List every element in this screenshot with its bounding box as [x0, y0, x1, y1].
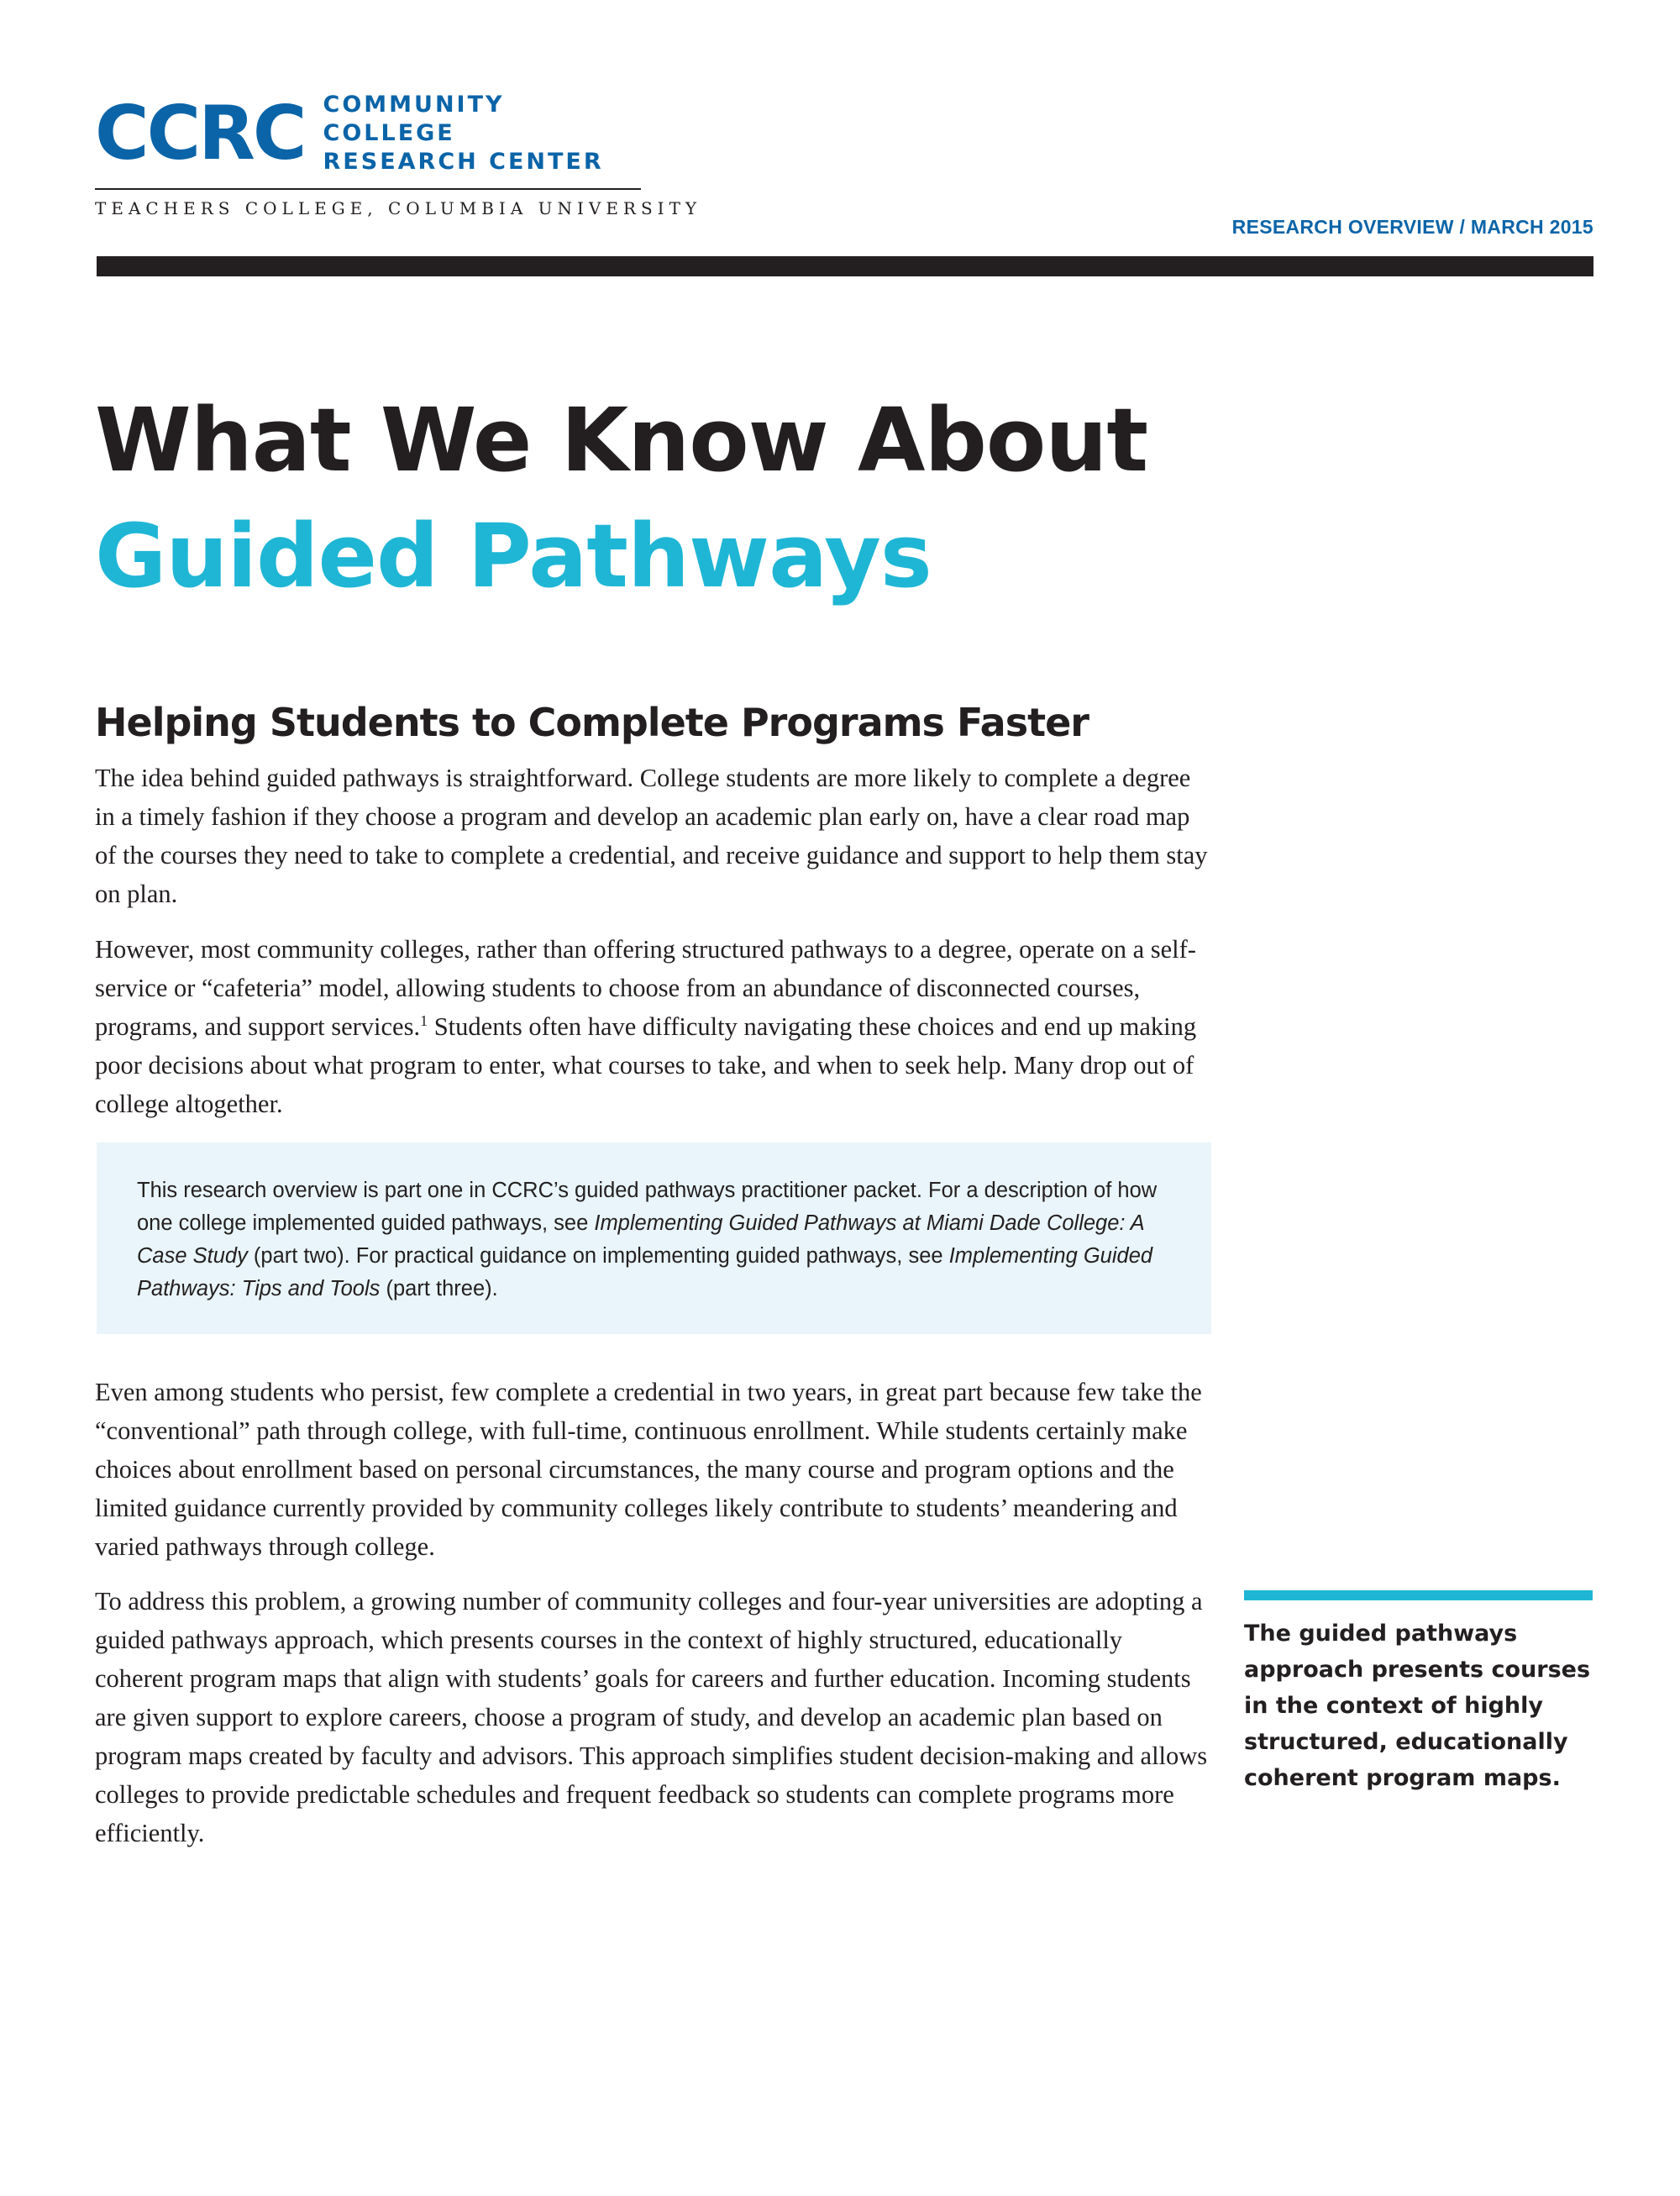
page-title [95, 382, 1147, 614]
p2-text-b: Students often have difficulty navigating these choices and end up making poor decisions about what program to enter, what courses to take, and when to seek help. Many drop out of college altogether. [95, 1012, 1197, 1118]
logo-row [95, 91, 641, 176]
body-paragraph-4: To address this problem, a growing number of community colleges and four-year universities are adopting a guided pathways approach, which presents courses in the context of highly structured, educationally coherent program maps that align with students’ goals for careers and further education. Incoming students are given support to explore careers, choose a program of study, and develop an academic plan based on program maps created by faculty and advisors. This approach simplifies student decision-making and allows colleges to provide predictable schedules and frequent feedback so students can complete programs more efficiently. [95, 1587, 1208, 1847]
callout-title-case-study: Implementing Guided Pathways at Miami Dade College: A Case Study [137, 1211, 1144, 1268]
body-paragraph-1: The idea behind guided pathways is straightforward. College students are more likely to complete a degree in a timely fashion if they choose a program and develop an academic plan early on, have a clear road map of the courses they need to take to complete a credential, and receive guidance and support to help them stay on plan. [95, 764, 1208, 908]
title-line2: Guided Pathways [95, 505, 932, 607]
callout-title-tips-tools: Implementing Guided Pathways: Tips and Tools [137, 1244, 1153, 1300]
footnote-ref-1[interactable]: 1 [420, 1011, 428, 1029]
logo-full-name [323, 91, 641, 176]
logo-acronym: CCRC [95, 90, 305, 176]
pull-quote: The guided pathways approach presents courses in the context of highly structured, educationally coherent program maps. [1244, 1621, 1591, 1791]
institution-name: TEACHERS COLLEGE, COLUMBIA UNIVERSITY [95, 198, 702, 218]
callout-text-b: (part two). For practical guidance on implementing guided pathways, see [247, 1244, 949, 1268]
logo-name-line2: RESEARCH CENTER [323, 149, 604, 175]
callout-text [137, 1174, 1171, 1306]
logo-divider [95, 188, 641, 190]
pull-quote-rule [1244, 1590, 1593, 1600]
callout-box [97, 1143, 1211, 1334]
section-heading: Helping Students to Complete Programs Faster [95, 700, 1089, 745]
p2-text-a: However, most community colleges, rather than offering structured pathways to a degree, operate on a self-service or “cafeteria” model, allowing students to choose from an abundance of disconnected courses, programs, and support services. [95, 935, 1196, 1041]
body-paragraph-3: Even among students who persist, few complete a credential in two years, in great part because few take the “conventional” path through college, with full-time, continuous enrollment. While students certainly make choices about enrollment based on personal circumstances, the many course and program options and the limited guidance currently provided by community colleges likely contribute to students’ meandering and varied pathways through college. [95, 1378, 1202, 1561]
callout-text-a: This research overview is part one in CCRC’s guided pathways practitioner packet. For a description of how one college implemented guided pathways, see [137, 1179, 1158, 1235]
body-paragraph-2 [95, 930, 1216, 1123]
publication-meta: RESEARCH OVERVIEW / MARCH 2015 [1231, 216, 1593, 238]
callout-text-c: (part three). [380, 1277, 498, 1300]
header-rule [97, 256, 1593, 276]
ccrc-logo [95, 90, 702, 218]
title-line1: What We Know About [95, 389, 1148, 491]
logo-name-line1: COMMUNITY COLLEGE [323, 92, 505, 146]
